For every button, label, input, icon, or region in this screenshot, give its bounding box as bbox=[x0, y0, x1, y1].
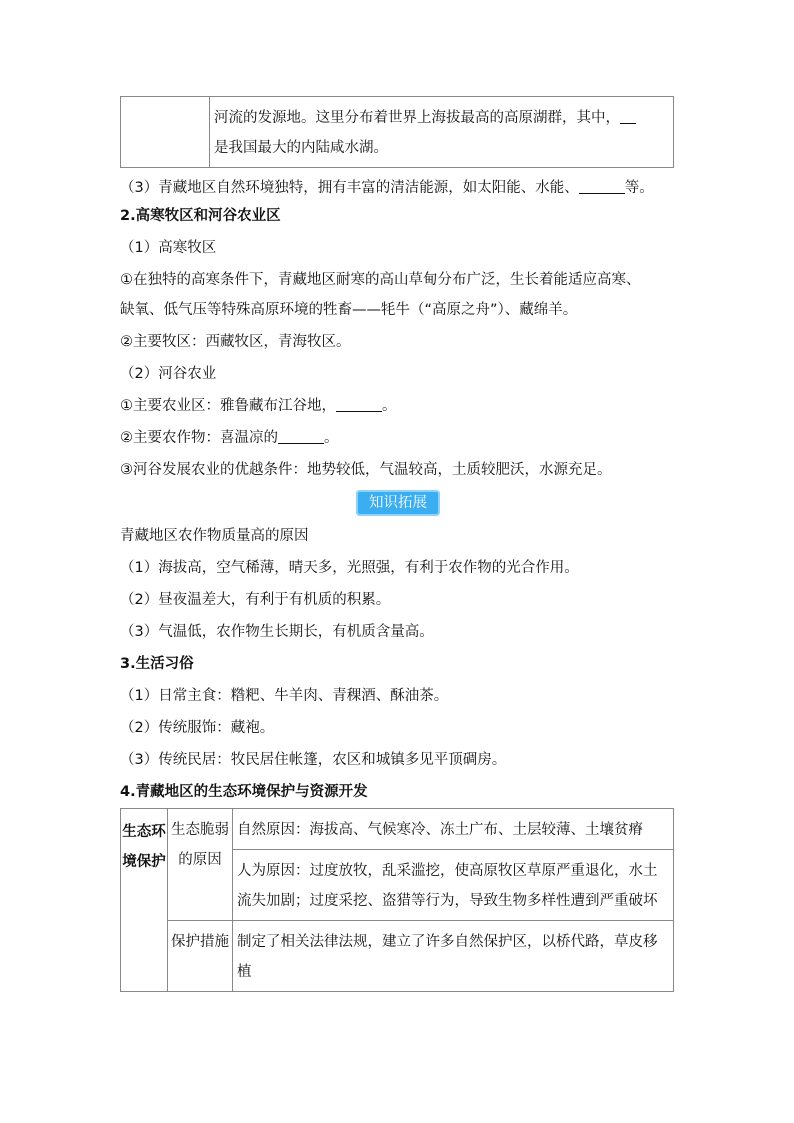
fill-blank[interactable] bbox=[579, 179, 625, 194]
section2-p1-line1: ①在独特的高寒条件下，青藏地区耐寒的高山草甸分布广泛，生长着能适应高寒、 bbox=[120, 272, 641, 288]
top-table-left-cell bbox=[121, 97, 210, 168]
ext-line3: （3）气温低，农作物生长期长，有机质含量高。 bbox=[120, 624, 434, 640]
section3-line3: （3）传统民居：牧民居住帐篷，农区和城镇多见平顶碉房。 bbox=[120, 752, 507, 768]
fill-blank[interactable] bbox=[336, 397, 382, 412]
section2-sub2: （2）河谷农业 bbox=[120, 366, 217, 382]
natural-reason-cell: 自然原因：海拔高、气候寒冷、冻土广布、土层较薄、土壤贫瘠 bbox=[233, 809, 674, 850]
ecology-main-label: 生态环境保护 bbox=[121, 809, 168, 992]
fill-blank[interactable] bbox=[620, 109, 636, 124]
section3-line1: （1）日常主食：糌粑、牛羊肉、青稞酒、酥油茶。 bbox=[120, 688, 449, 704]
document-page bbox=[120, 96, 675, 992]
ecology-table bbox=[120, 808, 674, 992]
protection-measures-label: 保护措施 bbox=[168, 921, 233, 992]
section2-title: 2.高寒牧区和河谷农业区 bbox=[120, 208, 281, 224]
section2-p4: ②主要农作物：喜温凉的 。 bbox=[120, 430, 339, 446]
section3-title: 3.生活习俗 bbox=[120, 656, 194, 672]
energy-line: （3）青藏地区自然环境独特，拥有丰富的清洁能源，如太阳能、水能、 等。 bbox=[120, 180, 654, 196]
ext-title: 青藏地区农作物质量高的原因 bbox=[120, 528, 309, 544]
section2-p3: ①主要农业区：雅鲁藏布江谷地， 。 bbox=[120, 398, 397, 414]
section2-p5: ③河谷发展农业的优越条件：地势较低，气温较高，土质较肥沃，水源充足。 bbox=[120, 462, 612, 478]
ext-line1: （1）海拔高，空气稀薄，晴天多，光照强，有利于农作物的光合作用。 bbox=[120, 560, 579, 576]
protection-measures-cell: 制定了相关法律法规，建立了许多自然保护区，以桥代路，草皮移植 bbox=[233, 921, 674, 992]
knowledge-extension-badge: 知识拓展 bbox=[356, 490, 440, 516]
fill-blank[interactable] bbox=[278, 429, 324, 444]
top-table-line1: 河流的发源地。这里分布着世界上海拔最高的高原湖群，其中， bbox=[214, 103, 669, 133]
top-table bbox=[120, 96, 674, 168]
top-table-right-cell bbox=[210, 97, 674, 168]
section4-title: 4.青藏地区的生态环境保护与资源开发 bbox=[120, 784, 368, 800]
ext-line2: （2）昼夜温差大，有利于有机质的积累。 bbox=[120, 592, 391, 608]
fragility-reason-label: 生态脆弱的原因 bbox=[168, 809, 233, 921]
top-table-line2: 是我国最大的内陆咸水湖。 bbox=[214, 140, 388, 156]
section2-p1-line2: 缺氧、低气压等特殊高原环境的牲畜——牦牛（“高原之舟”）、藏绵羊。 bbox=[120, 302, 578, 318]
human-reason-cell: 人为原因：过度放牧，乱采滥挖，使高原牧区草原严重退化，水土流失加剧；过度采挖、盗猎等行为，导致生物多样性遭到严重破坏 bbox=[233, 850, 674, 921]
section2-p2: ②主要牧区：西藏牧区，青海牧区。 bbox=[120, 334, 351, 350]
knowledge-extension-badge-row bbox=[120, 488, 675, 522]
section3-line2: （2）传统服饰：藏袍。 bbox=[120, 720, 275, 736]
section2-sub1: （1）高寒牧区 bbox=[120, 240, 217, 256]
